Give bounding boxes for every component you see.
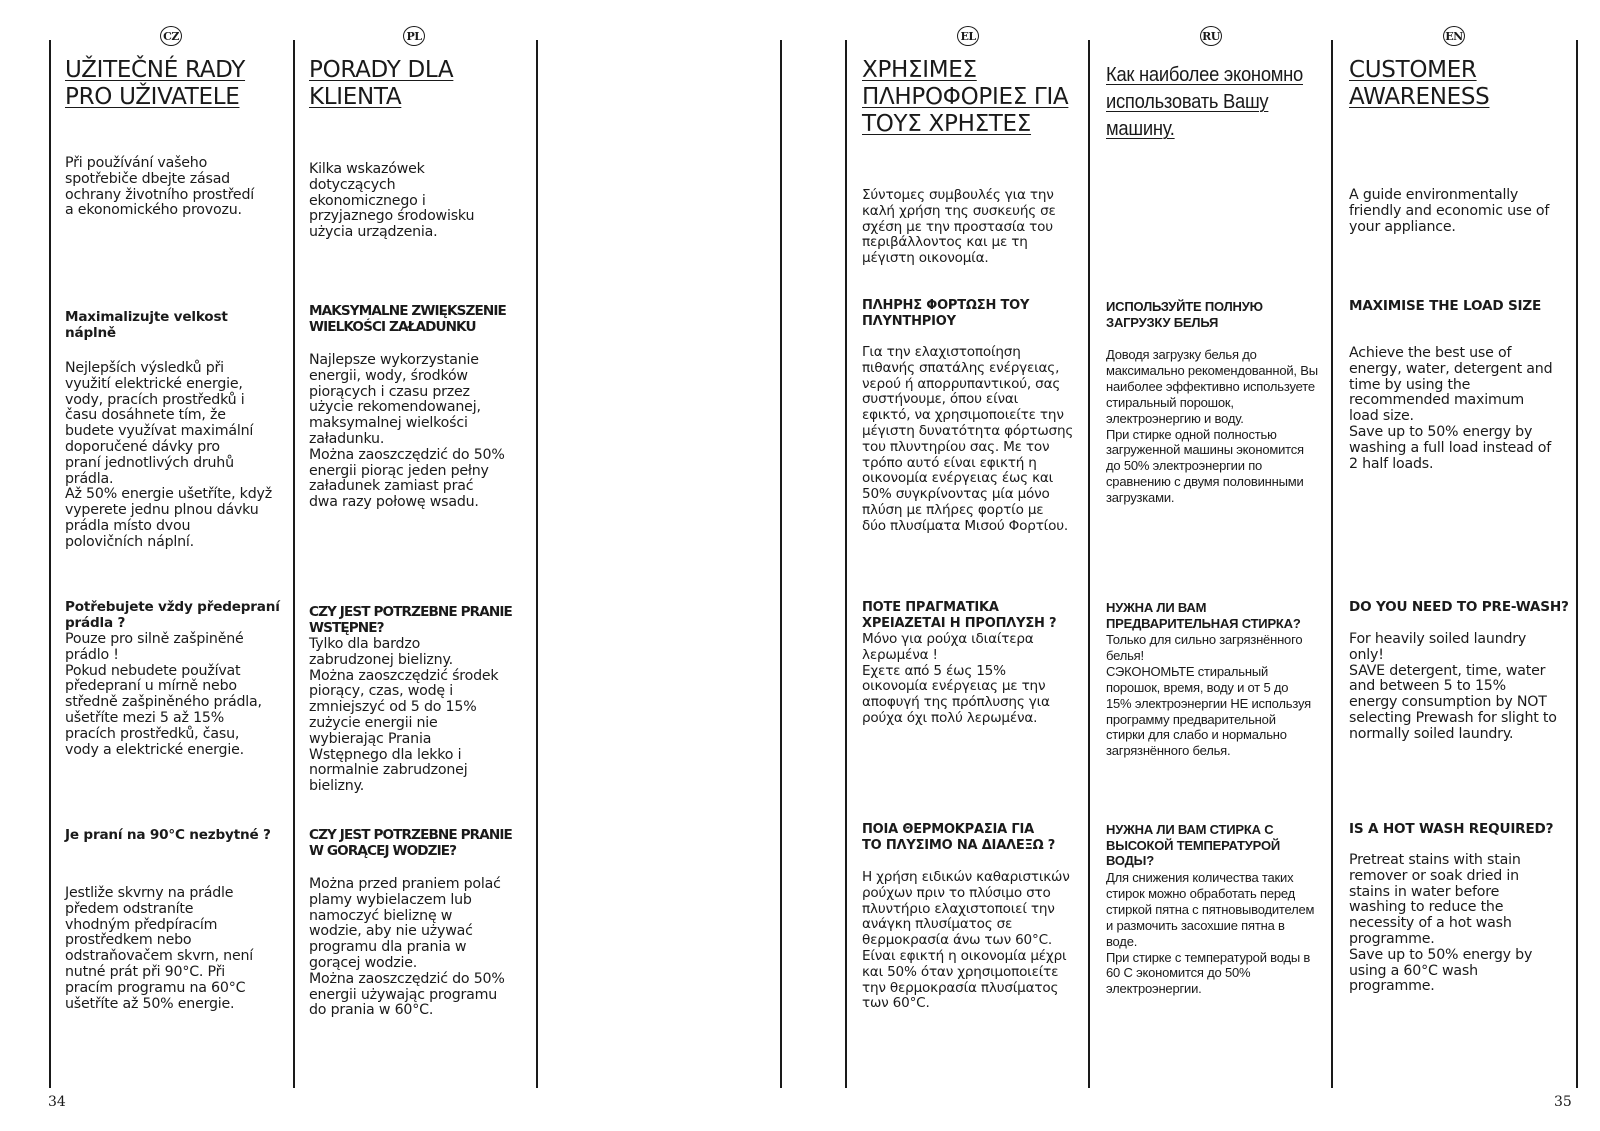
section-text: Tylko dla bardzo zabrudzonej bielizny. Można zaoszczędzić środek piorący, czas, wodę i zmniejszyć od 5 do 15% zużycie energii nie wybierając Prania Wstępnego dla lekko i normalnie zabrudzonej bielizny.: [309, 636, 499, 795]
language-badge-cz: CZ: [160, 26, 182, 46]
language-badge-el: EL: [957, 26, 979, 46]
page-title: UŽITEČNÉ RADY PRO UŽIVATELE: [65, 57, 246, 110]
page-title: Как наиболее экономно использовать Вашу машину.: [1106, 64, 1303, 140]
column-divider: [536, 40, 538, 1088]
page-title: ΧΡΗΣΙΜΕΣ ΠΛΗΡΟΦΟΡΙΕΣ ΓΙΑ ΤΟΥΣ ΧΡΗΣΤΕΣ: [862, 57, 1069, 137]
column-divider: [1576, 40, 1578, 1088]
language-badge-pl: PL: [403, 26, 425, 46]
section-text: Только для сильно загрязнённого белья! СЭКОНОМЬТЕ стиральный порошок, время, воду и от 5 до 15% электроэнергии НЕ используя программу предварительной стирки для слабо и нормально загрязнённого белья.: [1106, 632, 1311, 759]
section-heading: IS A HOT WASH REQUIRED?: [1349, 821, 1554, 837]
section-text: Μόνο για ρούχα ιδιαίτερα λερωμένα ! Εχετε από 5 έως 15% οικονομία ενέργειας με την αποφυγή της πρόπλυσης για ρούχα όχι πολύ λερωμένα.: [862, 631, 1050, 726]
section-heading: DO YOU NEED TO PRE-WASH?: [1349, 599, 1569, 615]
section-heading: MAXIMISE THE LOAD SIZE: [1349, 298, 1542, 314]
section-text: Η χρήση ειδικών καθαριστικών ρούχων πριν το πλύσιμο στο πλυντήριο ελαχιστοποιεί την ανάγκη πλυσίματος σε θερμοκρασία άνω των 60°C. Είναι εφικτή η οικονομία μέχρι και 50% όταν χρησιμοποιείτε την θερμοκρασία πλυσίματος των 60°C.: [862, 869, 1070, 1012]
column-divider: [845, 40, 847, 1088]
column-divider: [1088, 40, 1090, 1088]
section-text: Για την ελαχιστοποίηση πιθανής σπατάλης ενέργειας, νερού ή απορρυπαντικού, σας συστήνουμε, όπου είναι εφικτό, να χρησιμοποιείτε την μέγιστη δυνατότητα φόρτωσης του πλυντηρίου σας. Με τον τρόπο αυτό είναι εφικτή η οικονομία ενέργειας έως και 50% συγκρίνοντας μία μόνο πλύση με πλήρες φορτίο με δύο πλυσίματα Μισού Φορτίου.: [862, 344, 1074, 534]
section-heading: Je praní na 90°C nezbytné ?: [65, 827, 271, 843]
section-heading: CZY JEST POTRZEBNE PRANIE W GORĄCEJ WODZIE?: [309, 827, 512, 859]
section-heading: MAKSYMALNE ZWIĘKSZENIE WIELKOŚCI ZAŁADUNKU: [309, 303, 506, 335]
section-heading: ΠΛΗΡΗΣ ΦΟΡΤΩΣΗ ΤΟΥ ΠΛΥΝΤΗΡΙΟΥ: [862, 298, 1030, 329]
section-heading: НУЖНА ЛИ ВАМ ПРЕДВАРИТЕЛЬНАЯ СТИРКА?: [1106, 600, 1301, 631]
page-title: PORADY DLA KLIENTA: [309, 57, 454, 110]
section-text: Najlepsze wykorzystanie energii, wody, środków piorących i czasu przez użycie rekomendowanej, maksymalnej wielkości załadunku. Można zaoszczędzić do 50% energii piorąc jeden pełny załadunek zamiast prać dwa razy połowę wsadu.: [309, 352, 505, 511]
column-divider: [780, 40, 782, 1088]
section-heading: ΠΟΤΕ ΠΡΑΓΜΑΤΙΚΑ ΧΡΕΙΑΖΕΤΑΙ Η ΠΡΟΠΛΥΣΗ ?: [862, 600, 1057, 631]
section-text: For heavily soiled laundry only! SAVE detergent, time, water and between 5 to 15% energy consumption by NOT selecting Prewash for slight to normally soiled laundry.: [1349, 631, 1557, 742]
section-text: Для снижения количества таких стирок можно обработать перед стиркой пятна с пятновыводителем и размочить засохшие пятна в воде. При стирке с температурой воды в 60 С экономится до 50% электроэнергии.: [1106, 870, 1315, 997]
intro-text: Σύντομες συμβουλές για την καλή χρήση της συσκευής σε σχέση με την προστασία του περιβάλλοντος και με τη μέγιστη οικονομία.: [862, 187, 1056, 267]
section-heading: НУЖНА ЛИ ВАМ СТИРКА С ВЫСОКОЙ ТЕМПЕРАТУРОЙ ВОДЫ?: [1106, 822, 1281, 868]
section-text: Pretreat stains with stain remover or soak dried in stains in water before washing to reduce the necessity of a hot wash programme. Save up to 50% energy by using a 60°C wash programme.: [1349, 852, 1533, 995]
intro-text: A guide environmentally friendly and economic use of your appliance.: [1349, 187, 1550, 235]
section-heading: Maximalizujte velkost náplně: [65, 309, 228, 341]
section-heading: ΠΟΙΑ ΘΕΡΜΟΚΡΑΣΙΑ ΓΙΑ ΤΟ ΠΛΥΣΙΜΟ ΝΑ ΔΙΑΛΕΞΩ ?: [862, 822, 1056, 853]
section-text: Pouze pro silně zašpiněné prádlo ! Pokud nebudete používat předepraní u mírně nebo středně zašpiněného prádla, ušetříte mezi 5 až 15% pracích prostředků, času, vody a elektrické energie.: [65, 631, 262, 758]
section-heading: ИСПОЛЬЗУЙТЕ ПОЛНУЮ ЗАГРУЗКУ БЕЛЬЯ: [1106, 299, 1263, 330]
language-badge-en: EN: [1443, 26, 1465, 46]
page-title: CUSTOMER AWARENESS: [1349, 57, 1490, 110]
column-ru: [1106, 0, 1328, 1131]
column-pl: [309, 0, 531, 1131]
language-badge-ru: RU: [1200, 26, 1222, 46]
section-text: Jestliže skvrny na prádle předem odstraníte vhodným předpíracím prostředkem nebo odstraňovačem skvrn, není nutné prát při 90°C. Při pracím programu na 60°C ušetříte až 50% energie.: [65, 885, 254, 1012]
section-text: Доводя загрузку белья до максимально рекомендованной, Вы наиболее эффективно используете стиральный порошок, электроэнергию и воду. При стирке одной полностью загруженной машины экономится до 50% электроэнергии по сравнению с двумя половинными загрузками.: [1106, 347, 1318, 506]
section-heading: Potřebujete vždy předepraní prádla ?: [65, 599, 280, 631]
section-heading: CZY JEST POTRZEBNE PRANIE WSTĘPNE?: [309, 604, 512, 636]
page-number-right: 35: [1554, 1094, 1572, 1110]
section-text: Achieve the best use of energy, water, detergent and time by using the recommended maximum load size. Save up to 50% energy by washing a full load instead of 2 half loads.: [1349, 345, 1553, 472]
intro-text: Kilka wskazówek dotyczących ekonomicznego i przyjaznego środowisku użycia urządzenia.: [309, 161, 475, 241]
column-divider: [293, 40, 295, 1088]
column-cz: [65, 0, 285, 1131]
column-divider: [49, 40, 51, 1088]
column-divider: [1331, 40, 1333, 1088]
section-text: Można przed praniem polać plamy wybielaczem lub namoczyć bieliznę w wodzie, aby nie używać programu dla prania w gorącej wodzie. Można zaoszczędzić do 50% energii używając programu do prania w 60°C.: [309, 876, 505, 1019]
intro-text: Při používání vašeho spotřebiče dbejte zásad ochrany životního prostředí a ekonomického provozu.: [65, 155, 254, 219]
section-text: Nejlepších výsledků při využití elektrické energie, vody, pracích prostředků i času dosáhnete tím, že budete využívat maximální doporučené dávky pro praní jednotlivých druhů prádla. Až 50% energie ušetříte, když vyperete jednu plnou dávku prádla místo dvou polovičních náplní.: [65, 360, 272, 550]
page-number-left: 34: [48, 1094, 66, 1110]
column-el: [862, 0, 1084, 1131]
column-en: [1349, 0, 1571, 1131]
